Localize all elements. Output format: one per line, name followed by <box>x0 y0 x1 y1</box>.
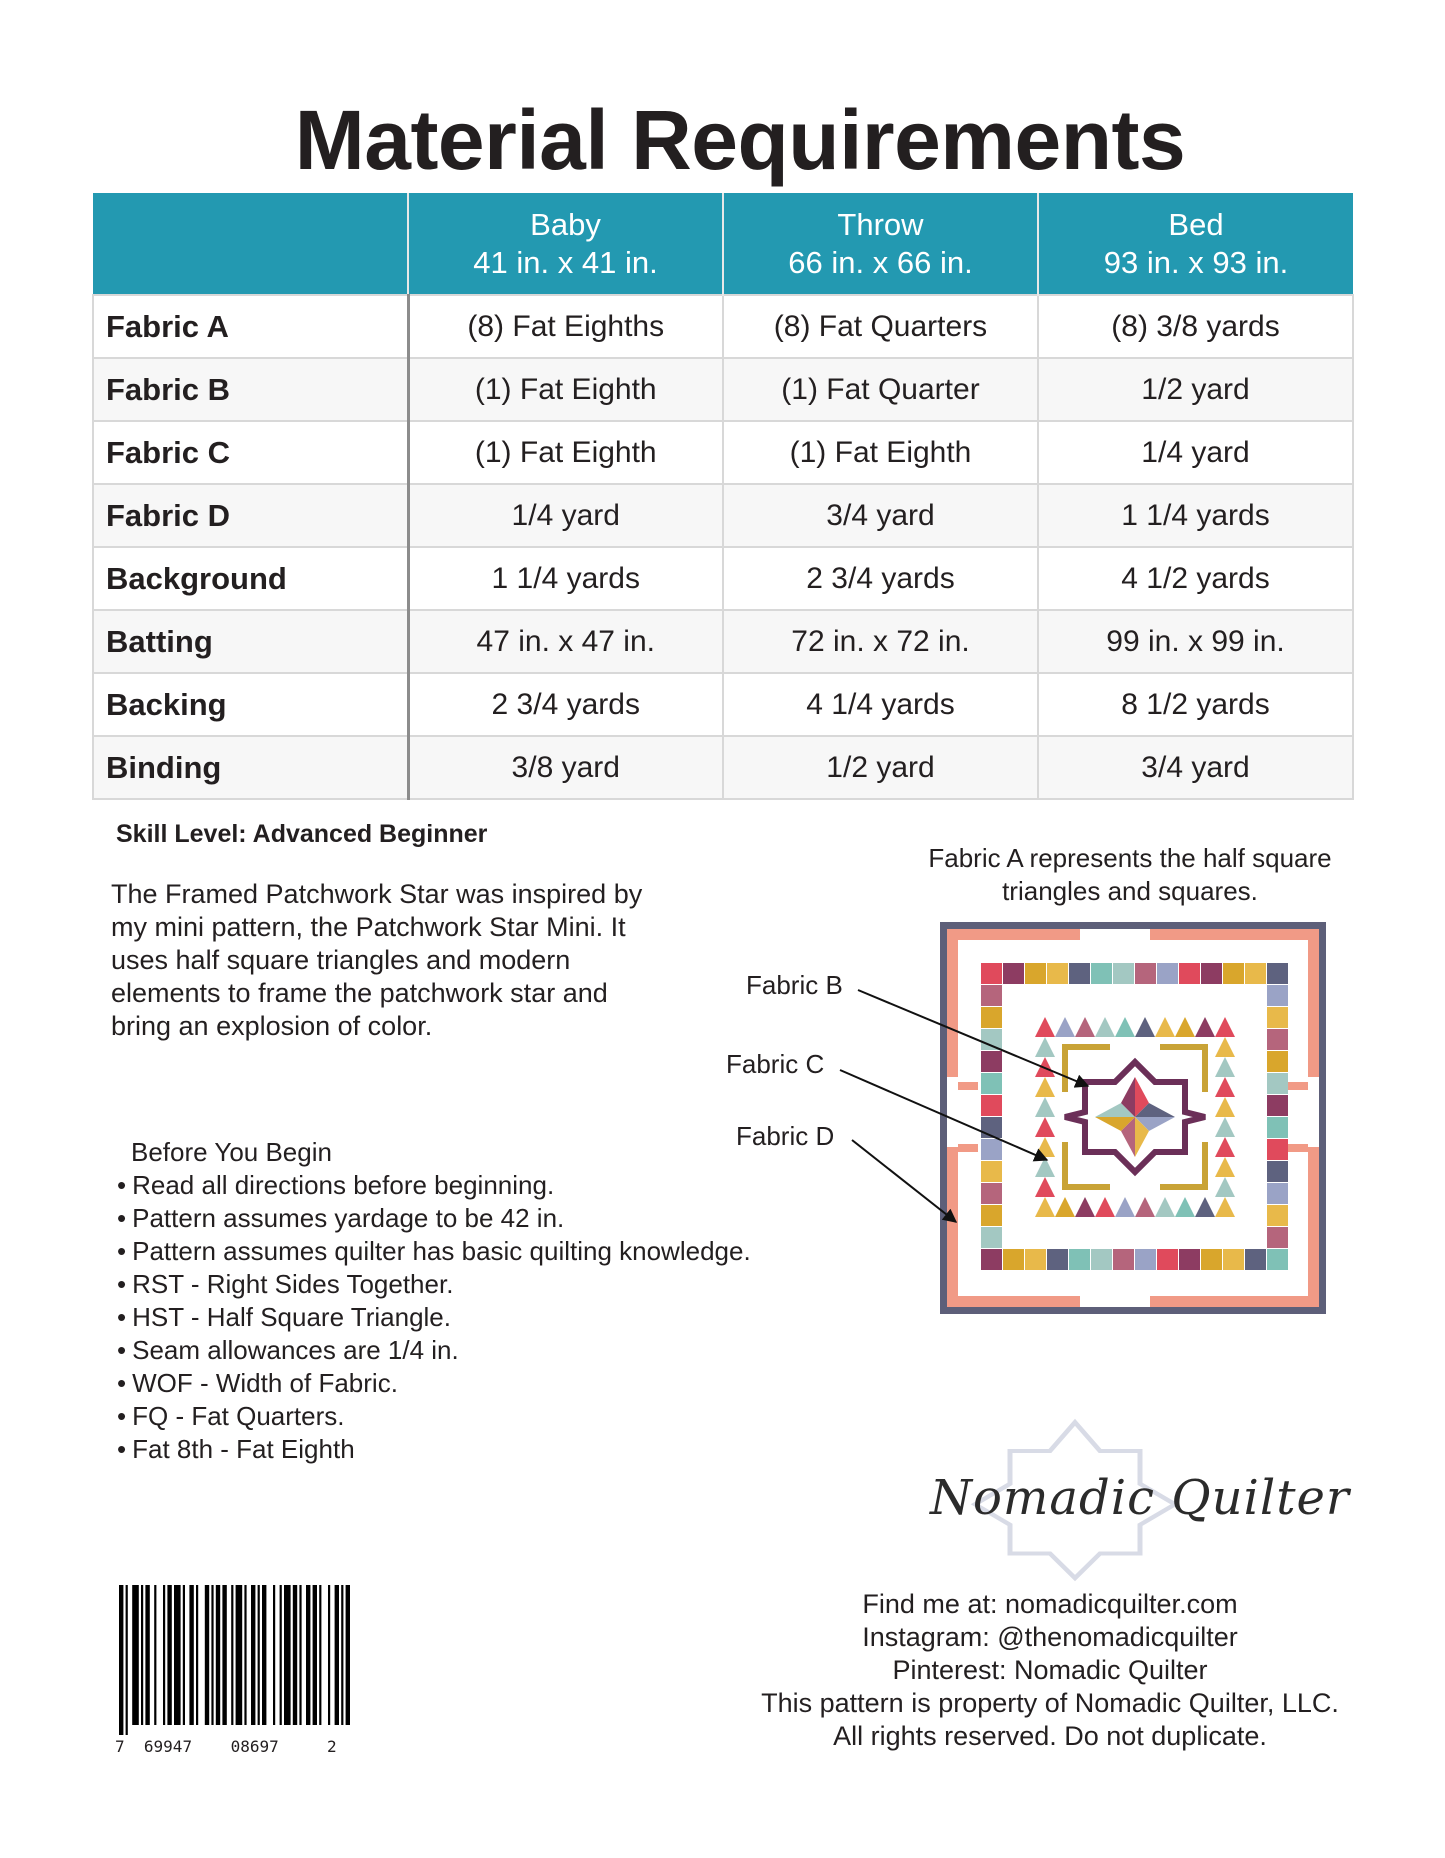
patch-square <box>1047 1249 1068 1270</box>
patch-square <box>1267 1029 1288 1050</box>
patch-square <box>1003 963 1024 984</box>
table-cell: 1 1/4 yards <box>408 547 723 610</box>
row-label: Fabric B <box>93 358 408 421</box>
page-title: Material Requirements <box>294 93 1186 187</box>
table-cell: 3/4 yard <box>1038 736 1353 799</box>
copyright-line: This pattern is property of Nomadic Quilter, LLC. <box>761 1688 1339 1718</box>
barcode-bar <box>280 1585 282 1725</box>
barcode-bar <box>335 1585 339 1725</box>
patch-square <box>1091 1249 1112 1270</box>
barcode-bar <box>189 1585 193 1725</box>
barcode-bar <box>341 1585 343 1725</box>
patch-square <box>1267 1183 1288 1204</box>
logo-text: Nomadic Quilter <box>930 1470 1350 1526</box>
row-label: Binding <box>93 736 408 799</box>
table-cell: (8) 3/8 yards <box>1038 295 1353 358</box>
skill-level: Skill Level: Advanced Beginner <box>116 820 488 848</box>
header-throw: Throw 66 in. x 66 in. <box>723 193 1038 295</box>
table-cell: 72 in. x 72 in. <box>723 610 1038 673</box>
patch-square <box>1179 963 1200 984</box>
table-row <box>93 736 1353 799</box>
barcode-bar <box>141 1585 143 1725</box>
patch-square <box>1025 963 1046 984</box>
border-gap <box>1080 1295 1150 1307</box>
patch-square <box>1025 1249 1046 1270</box>
barcode-bar <box>284 1585 291 1725</box>
rights-line: All rights reserved. Do not duplicate. <box>833 1721 1267 1751</box>
patch-square <box>1267 1117 1288 1138</box>
patch-square <box>1047 963 1068 984</box>
barcode-bar <box>174 1585 181 1725</box>
patch-square <box>981 1051 1002 1072</box>
callout-fabric-d: Fabric D <box>736 1121 835 1151</box>
barcode-bar <box>154 1585 156 1725</box>
table-cell: (1) Fat Eighth <box>408 421 723 484</box>
patch-square <box>1267 1139 1288 1160</box>
patch-square <box>981 963 1002 984</box>
header-bed: Bed 93 in. x 93 in. <box>1038 193 1353 295</box>
table-row <box>93 358 1353 421</box>
patch-square <box>981 1161 1002 1182</box>
table-cell: 2 3/4 yards <box>408 673 723 736</box>
row-label: Fabric D <box>93 484 408 547</box>
before-heading: Before You Begin <box>131 1137 332 1167</box>
border-gap <box>947 1077 959 1147</box>
header-baby: Baby 41 in. x 41 in. <box>408 193 723 295</box>
table-cell: 4 1/2 yards <box>1038 547 1353 610</box>
barcode-bar <box>145 1585 149 1725</box>
table-row <box>93 610 1353 673</box>
patch-square <box>1113 1249 1134 1270</box>
barcode-bar <box>306 1585 310 1725</box>
barcode-bar <box>216 1585 220 1725</box>
patch-square <box>1157 963 1178 984</box>
patch-square <box>1267 1161 1288 1182</box>
barcode-bar <box>319 1585 321 1725</box>
barcode-bar <box>328 1585 330 1725</box>
corner-accent <box>1288 1144 1308 1152</box>
corner-accent <box>1288 1082 1308 1090</box>
table-cell: 99 in. x 99 in. <box>1038 610 1353 673</box>
table-cell: 1 1/4 yards <box>1038 484 1353 547</box>
patch-square <box>1003 1249 1024 1270</box>
patch-square <box>981 1007 1002 1028</box>
patch-square <box>1113 963 1134 984</box>
table-row <box>93 295 1353 358</box>
list-item: • FQ - Fat Quarters. <box>131 1400 751 1433</box>
material-requirements-table <box>92 193 1354 800</box>
patch-square <box>1267 1227 1288 1248</box>
quilt-diagram <box>940 922 1326 1314</box>
barcode-bar <box>244 1585 246 1725</box>
list-item: • Seam allowances are 1/4 in. <box>131 1334 751 1367</box>
patch-square <box>1135 1249 1156 1270</box>
patch-square <box>1267 985 1288 1006</box>
table-cell: 8 1/2 yards <box>1038 673 1353 736</box>
patch-square <box>1179 1249 1200 1270</box>
barcode-bar <box>119 1585 123 1735</box>
diagram-caption: Fabric A represents the half square triangles and squares. <box>928 843 1332 906</box>
patch-square <box>981 1227 1002 1248</box>
table-cell: (1) Fat Eighth <box>723 421 1038 484</box>
barcode-bar <box>126 1585 128 1735</box>
table-cell: 47 in. x 47 in. <box>408 610 723 673</box>
barcode-bar <box>222 1585 226 1725</box>
table-cell: 3/8 yard <box>408 736 723 799</box>
list-item: • RST - Right Sides Together. <box>131 1268 751 1301</box>
patch-square <box>1091 963 1112 984</box>
patch-square <box>1245 963 1266 984</box>
intro-paragraph: The Framed Patchwork Star was inspired by my mini pattern, the Patchwork Star Mini. It uses half square triangles and modern elements to frame the patchwork star and bring an explosion of color. <box>111 879 643 1041</box>
row-label: Batting <box>93 610 408 673</box>
patch-square <box>1267 1073 1288 1094</box>
patch-square <box>981 1249 1002 1270</box>
list-item: • HST - Half Square Triangle. <box>131 1301 751 1334</box>
barcode-bar <box>273 1585 275 1725</box>
corner-accent <box>958 1144 978 1152</box>
table-cell: 2 3/4 yards <box>723 547 1038 610</box>
patch-square <box>1135 963 1156 984</box>
table-header-row <box>93 193 1353 295</box>
barcode-digits: 7 69947 08697 2 <box>115 1737 337 1756</box>
barcode-bar <box>211 1585 213 1725</box>
list-item: • WOF - Width of Fabric. <box>131 1367 751 1400</box>
barcode-bar <box>258 1585 260 1725</box>
patch-square <box>981 1183 1002 1204</box>
row-label: Background <box>93 547 408 610</box>
callout-fabric-c: Fabric C <box>726 1049 825 1079</box>
table-cell: (1) Fat Eighth <box>408 358 723 421</box>
patch-square <box>981 1205 1002 1226</box>
before-list <box>131 1169 751 1466</box>
table-row <box>93 421 1353 484</box>
patch-square <box>981 1073 1002 1094</box>
barcode-bar <box>183 1585 185 1725</box>
contact-website: Find me at: nomadicquilter.com <box>862 1589 1238 1619</box>
barcode-bar <box>167 1585 171 1725</box>
corner-accent <box>958 1082 978 1090</box>
table-cell: 1/2 yard <box>1038 358 1353 421</box>
list-item: • Pattern assumes quilter has basic quilting knowledge. <box>131 1235 751 1268</box>
barcode-bar <box>293 1585 297 1725</box>
patch-square <box>1201 1249 1222 1270</box>
table-cell: 1/4 yard <box>408 484 723 547</box>
barcode-bar <box>299 1585 301 1725</box>
barcode <box>115 1585 351 1735</box>
contact-pinterest: Pinterest: Nomadic Quilter <box>892 1655 1208 1685</box>
list-item: • Pattern assumes yardage to be 42 in. <box>131 1202 751 1235</box>
barcode-bar <box>205 1585 209 1725</box>
barcode-bar <box>132 1585 139 1725</box>
barcode-bar <box>163 1585 165 1725</box>
patch-square <box>1223 963 1244 984</box>
table-row <box>93 547 1353 610</box>
patch-square <box>981 985 1002 1006</box>
row-label: Fabric A <box>93 295 408 358</box>
contact-instagram: Instagram: @thenomadicquilter <box>862 1622 1238 1652</box>
row-label: Backing <box>93 673 408 736</box>
patch-square <box>1245 1249 1266 1270</box>
callout-fabric-b: Fabric B <box>746 970 843 1000</box>
patch-square <box>981 1095 1002 1116</box>
list-item: • Fat 8th - Fat Eighth <box>131 1433 751 1466</box>
border-gap <box>1080 929 1150 941</box>
patch-square <box>1267 1051 1288 1072</box>
patch-square <box>981 1029 1002 1050</box>
barcode-bar <box>346 1585 350 1725</box>
patch-square <box>1267 1249 1288 1270</box>
table-cell: 3/4 yard <box>723 484 1038 547</box>
table-row <box>93 673 1353 736</box>
table-cell: 4 1/4 yards <box>723 673 1038 736</box>
header-empty <box>93 193 408 295</box>
patch-square <box>1267 1095 1288 1116</box>
table-cell: (8) Fat Eighths <box>408 295 723 358</box>
patch-square <box>1201 963 1222 984</box>
table-row <box>93 484 1353 547</box>
contact-info <box>700 1588 1400 1753</box>
patch-square <box>981 1139 1002 1160</box>
patch-square <box>1267 963 1288 984</box>
patch-square <box>1223 1249 1244 1270</box>
list-item: • Read all directions before beginning. <box>131 1169 751 1202</box>
patch-square <box>1267 1007 1288 1028</box>
table-cell: (8) Fat Quarters <box>723 295 1038 358</box>
patch-square <box>1267 1205 1288 1226</box>
barcode-bar <box>251 1585 255 1725</box>
barcode-bar <box>231 1585 233 1725</box>
patch-square <box>981 1117 1002 1138</box>
patch-square <box>1069 1249 1090 1270</box>
before-you-begin <box>131 1136 751 1466</box>
barcode-bar <box>196 1585 198 1725</box>
barcode-bar <box>236 1585 243 1725</box>
barcode-bar <box>262 1585 266 1725</box>
border-gap <box>1307 1077 1319 1147</box>
patch-square <box>1157 1249 1178 1270</box>
patch-square <box>1069 963 1090 984</box>
table-cell: (1) Fat Quarter <box>723 358 1038 421</box>
table-cell: 1/2 yard <box>723 736 1038 799</box>
row-label: Fabric C <box>93 421 408 484</box>
barcode-bar <box>313 1585 317 1725</box>
table-cell: 1/4 yard <box>1038 421 1353 484</box>
